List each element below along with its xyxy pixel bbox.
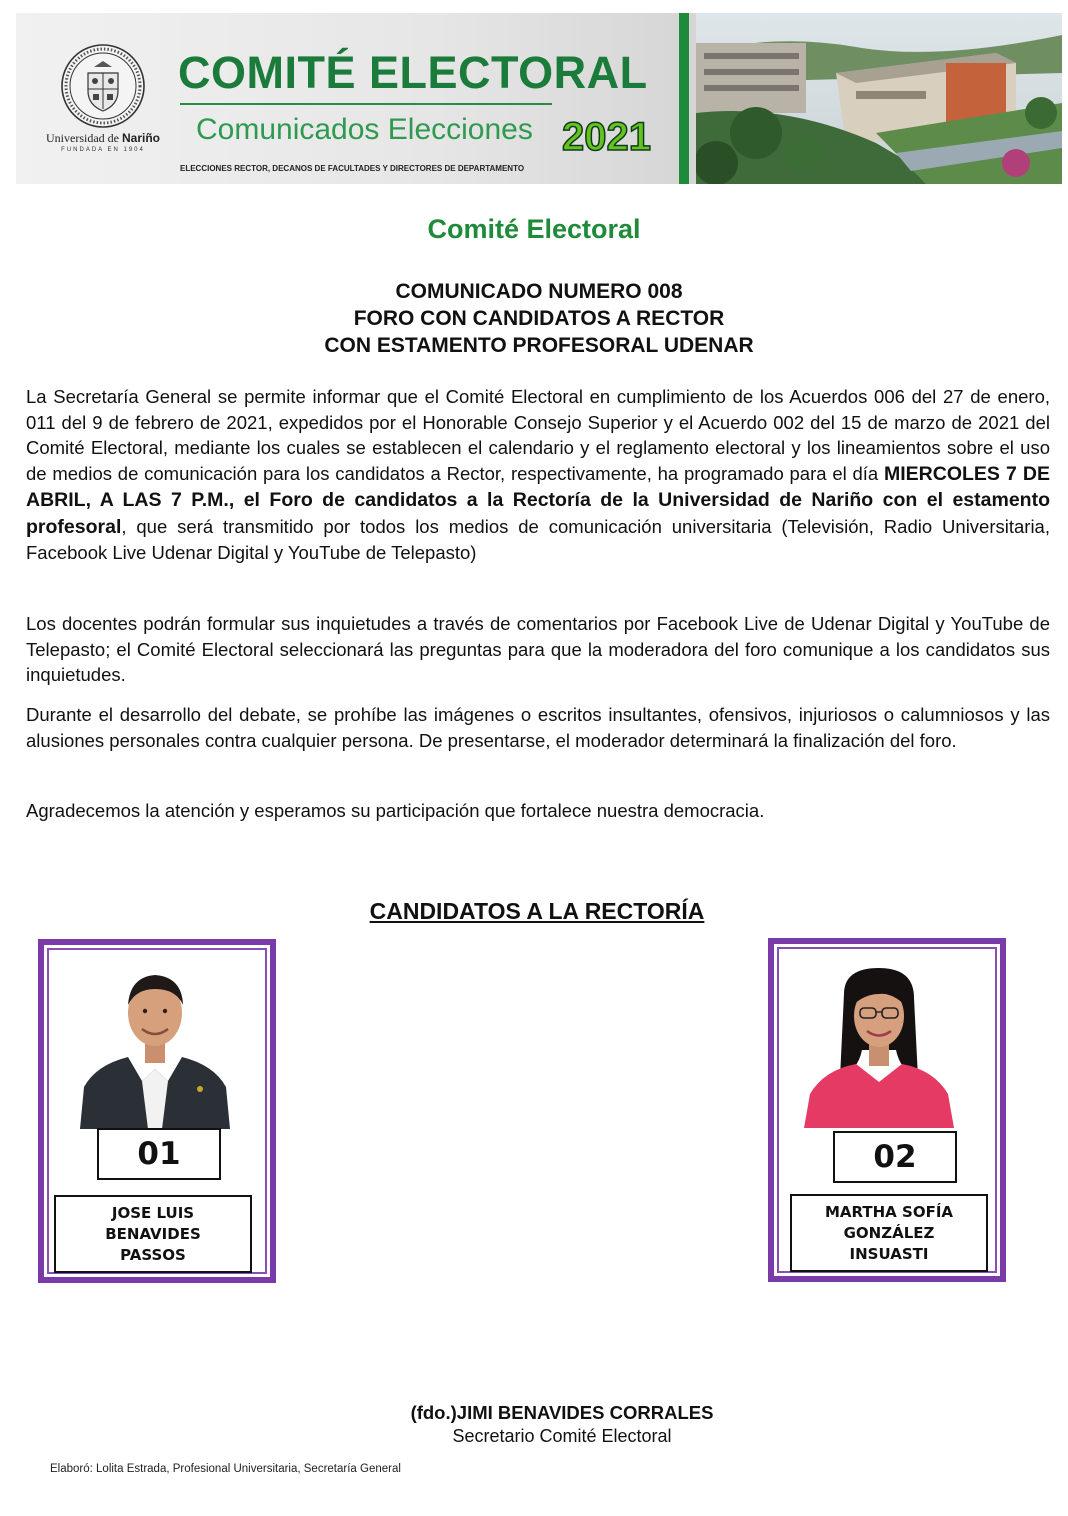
paragraph-announcement: La Secretaría General se permite informar que el Comité Electoral en cumplimiento de los Acuerdos 006 del 27 de enero, 011 del 9 de febrero de 2021, expedidos por el Honorable Consejo Superior y el Acuerdo 002 del 15 de marzo de 2021 del Comité Electoral, mediante los cuales se establecen el calendario y el reglamento electoral y los lineamientos sobre el uso de medios de comunicación para los candidatos a Rector, respectivamente, ha programado para el día MIERCOLES 7 DE ABRIL, A LAS 7 P.M., el Foro de candidatos a la Rectoría de la Universidad de Nariño con el estamento profesoral, que será transmitido por todos los medios de comunicación universitaria (Televisión, Radio Universitaria, Facebook Live Udenar Digital y YouTube de Telepasto) <box>26 386 1050 563</box>
university-founded: FUNDADA EN 1904 <box>61 147 145 153</box>
header-banner <box>16 13 1062 184</box>
communique-title-line: CON ESTAMENTO PROFESORAL UDENAR <box>324 334 754 357</box>
candidate-name-line: INSUASTI <box>849 1244 929 1263</box>
paragraph-questions: Los docentes podrán formular sus inquietudes a través de comentarios por Facebook Live de Udenar Digital y YouTube de Telepasto; el Comité Electoral seleccionará las preguntas para que la moderadora del foro comunique a los candidatos sus inquietudes. <box>26 613 1050 685</box>
candidates-heading: CANDIDATOS A LA RECTORÍA <box>369 898 705 924</box>
banner-subtitle: Comunicados Elecciones <box>196 113 533 146</box>
signatory-name: (fdo.)JIMI BENAVIDES CORRALES <box>410 1402 714 1423</box>
candidate-portrait-icon <box>804 958 954 1128</box>
communique-title-line: FORO CON CANDIDATOS A RECTOR <box>353 307 725 330</box>
university-seal-icon <box>60 43 146 129</box>
signatory-role: Secretario Comité Electoral <box>452 1426 672 1446</box>
communique-title <box>0 278 1068 359</box>
university-name: Universidad de Nariño <box>46 131 160 145</box>
banner-accent-bar <box>679 13 689 184</box>
candidate-number: 01 <box>97 1128 221 1180</box>
candidate-name-line: PASSOS <box>120 1245 186 1264</box>
candidate-number: 02 <box>833 1131 957 1183</box>
candidate-name-line: GONZÁLEZ <box>843 1223 935 1242</box>
communique-title-line: COMUNICADO NUMERO 008 <box>395 280 683 303</box>
campus-photo-icon <box>696 13 1062 184</box>
candidate-portrait-icon <box>80 959 230 1129</box>
candidate-name-line: BENAVIDES <box>105 1224 201 1243</box>
banner-tagline: ELECCIONES RECTOR, DECANOS DE FACULTADES Y DIRECTORES DE DEPARTAMENTO <box>180 164 525 173</box>
announcement-highlight: MIERCOLES 7 DE ABRIL, A LAS 7 P.M., el Foro de candidatos a la Rectoría de la Universidad de Nariño con el estamento profesoral <box>26 462 1050 538</box>
candidate-name <box>790 1194 988 1272</box>
prepared-by-note: Elaboró: Lolita Estrada, Profesional Universitaria, Secretaría General <box>50 1463 401 1475</box>
candidate-card <box>768 938 1006 1282</box>
banner-title: COMITÉ ELECTORAL <box>178 47 648 98</box>
candidate-card <box>38 939 276 1283</box>
org-heading: Comité Electoral <box>427 214 641 244</box>
paragraph-thanks: Agradecemos la atención y esperamos su participación que fortalece nuestra democracia. <box>26 800 765 821</box>
banner-year: 2021 <box>562 115 651 159</box>
candidate-name-line: MARTHA SOFÍA <box>824 1202 954 1221</box>
candidate-name <box>54 1195 252 1273</box>
paragraph-rules: Durante el desarrollo del debate, se prohíbe las imágenes o escritos insultantes, ofensivos, injuriosos o calumniosos y las alusiones personales contra cualquier persona. De presentarse, el moderador determinará la finalización del foro. <box>26 704 1050 751</box>
candidate-name-line: JOSE LUIS <box>111 1203 195 1222</box>
banner-divider <box>180 103 552 105</box>
